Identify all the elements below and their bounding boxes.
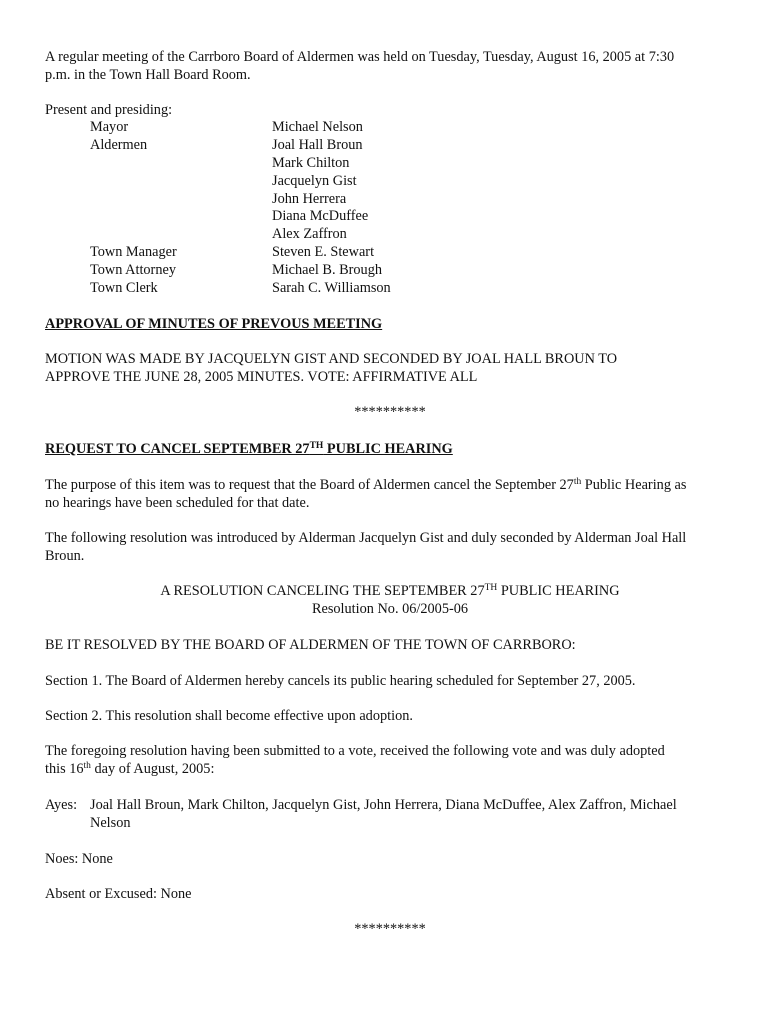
purpose-text: The purpose of this item was to request that the Board of Aldermen cancel the September 27 [45, 477, 574, 493]
ayes-vote [45, 796, 735, 832]
roster-name: Alex Zaffron [272, 226, 347, 243]
resolution-number: Resolution No. 06/2005-06 [311, 601, 469, 617]
purpose-line [45, 476, 735, 494]
roster-name: Mark Chilton [272, 154, 350, 171]
purpose-text: Public Hearing as [581, 477, 687, 493]
roster-row [45, 243, 545, 261]
roster-name: Jacquelyn Gist [272, 172, 357, 189]
adoption-paragraph [45, 742, 735, 778]
roster-name: John Herrera [272, 190, 347, 207]
roster-row [45, 261, 545, 279]
roster-row [45, 225, 545, 243]
roster-row [45, 136, 545, 154]
heading-text: PUBLIC HEARING [323, 441, 453, 457]
absent-vote: Absent or Excused: None [45, 886, 192, 902]
intro-line: Broun. [45, 548, 85, 564]
roster-name: Joal Hall Broun [272, 136, 363, 153]
minutes-motion [45, 350, 735, 386]
roster-row [45, 279, 545, 297]
section-2: Section 2. This resolution shall become effective upon adoption. [45, 708, 413, 724]
roster-row [45, 172, 545, 190]
purpose-paragraph [45, 476, 735, 512]
purpose-superscript: th [573, 477, 582, 487]
attendance-roster [45, 118, 545, 297]
motion-line: APPROVE THE JUNE 28, 2005 MINUTES. VOTE: AFFIRMATIVE ALL [45, 369, 478, 385]
heading-text: REQUEST TO CANCEL SEPTEMBER 27 [45, 441, 310, 457]
ayes-line: Nelson [90, 815, 131, 831]
separator: ********** [354, 921, 426, 937]
intro-paragraph [45, 48, 735, 84]
title-text: PUBLIC HEARING [497, 583, 620, 599]
resolution-title-line [45, 582, 735, 600]
separator: ********** [354, 404, 426, 420]
roster-row [45, 154, 545, 172]
cancel-heading [45, 440, 735, 458]
roster-name: Michael B. Brough [272, 262, 382, 279]
section-1: Section 1. The Board of Aldermen hereby cancels its public hearing scheduled for September 27, 2005. [45, 673, 636, 689]
present-label: Present and presiding: [45, 102, 173, 118]
ayes-line: Joal Hall Broun, Mark Chilton, Jacquelyn Gist, John Herrera, Diana McDuffee, Alex Zaffron, Michael [90, 797, 677, 813]
ayes-names [90, 796, 677, 832]
roster-role: Town Manager [90, 244, 177, 261]
title-text: A RESOLUTION CANCELING THE SEPTEMBER 27 [160, 583, 485, 599]
roster-name: Steven E. Stewart [272, 244, 375, 261]
roster-role [45, 225, 272, 243]
adoption-text: this 16 [45, 761, 84, 777]
roster-name: Diana McDuffee [272, 208, 369, 225]
ayes-label: Ayes: [45, 797, 78, 813]
roster-role: Mayor [90, 119, 129, 135]
roster-role: Aldermen [90, 136, 148, 153]
roster-name: Sarah C. Williamson [272, 280, 391, 297]
adoption-superscript: th [83, 761, 91, 771]
roster-row [45, 207, 545, 225]
roster-name: Michael Nelson [272, 119, 363, 135]
adoption-text: day of August, 2005: [90, 761, 215, 777]
heading-superscript: TH [309, 441, 324, 451]
intro-line: The following resolution was introduced by Alderman Jacquelyn Gist and duly seconded by Alderman Joal Hall [45, 530, 687, 546]
title-superscript: TH [484, 583, 498, 593]
roster-role [45, 154, 272, 172]
adoption-line [45, 760, 735, 778]
minutes-heading: APPROVAL OF MINUTES OF PREVOUS MEETING [45, 316, 383, 332]
roster-role [45, 207, 272, 225]
intro-line: p.m. in the Town Hall Board Room. [45, 67, 251, 83]
roster-row [45, 118, 545, 136]
intro-line: A regular meeting of the Carrboro Board of Aldermen was held on Tuesday, Tuesday, August 16, 2005 at 7:30 [45, 49, 675, 65]
resolution-title [45, 582, 735, 618]
roster-role: Town Clerk [90, 280, 158, 297]
noes-vote: Noes: None [45, 851, 113, 867]
roster-role [45, 190, 272, 208]
roster-row [45, 190, 545, 208]
motion-line: MOTION WAS MADE BY JACQUELYN GIST AND SECONDED BY JOAL HALL BROUN TO [45, 351, 618, 367]
roster-role [45, 172, 272, 190]
roster-role: Town Attorney [90, 262, 176, 279]
resolved-clause: BE IT RESOLVED BY THE BOARD OF ALDERMEN OF THE TOWN OF CARRBORO: [45, 637, 576, 653]
purpose-line: no hearings have been scheduled for that date. [45, 495, 310, 511]
resolution-intro [45, 529, 735, 565]
adoption-line: The foregoing resolution having been submitted to a vote, received the following vote and was duly adopted [45, 743, 665, 759]
